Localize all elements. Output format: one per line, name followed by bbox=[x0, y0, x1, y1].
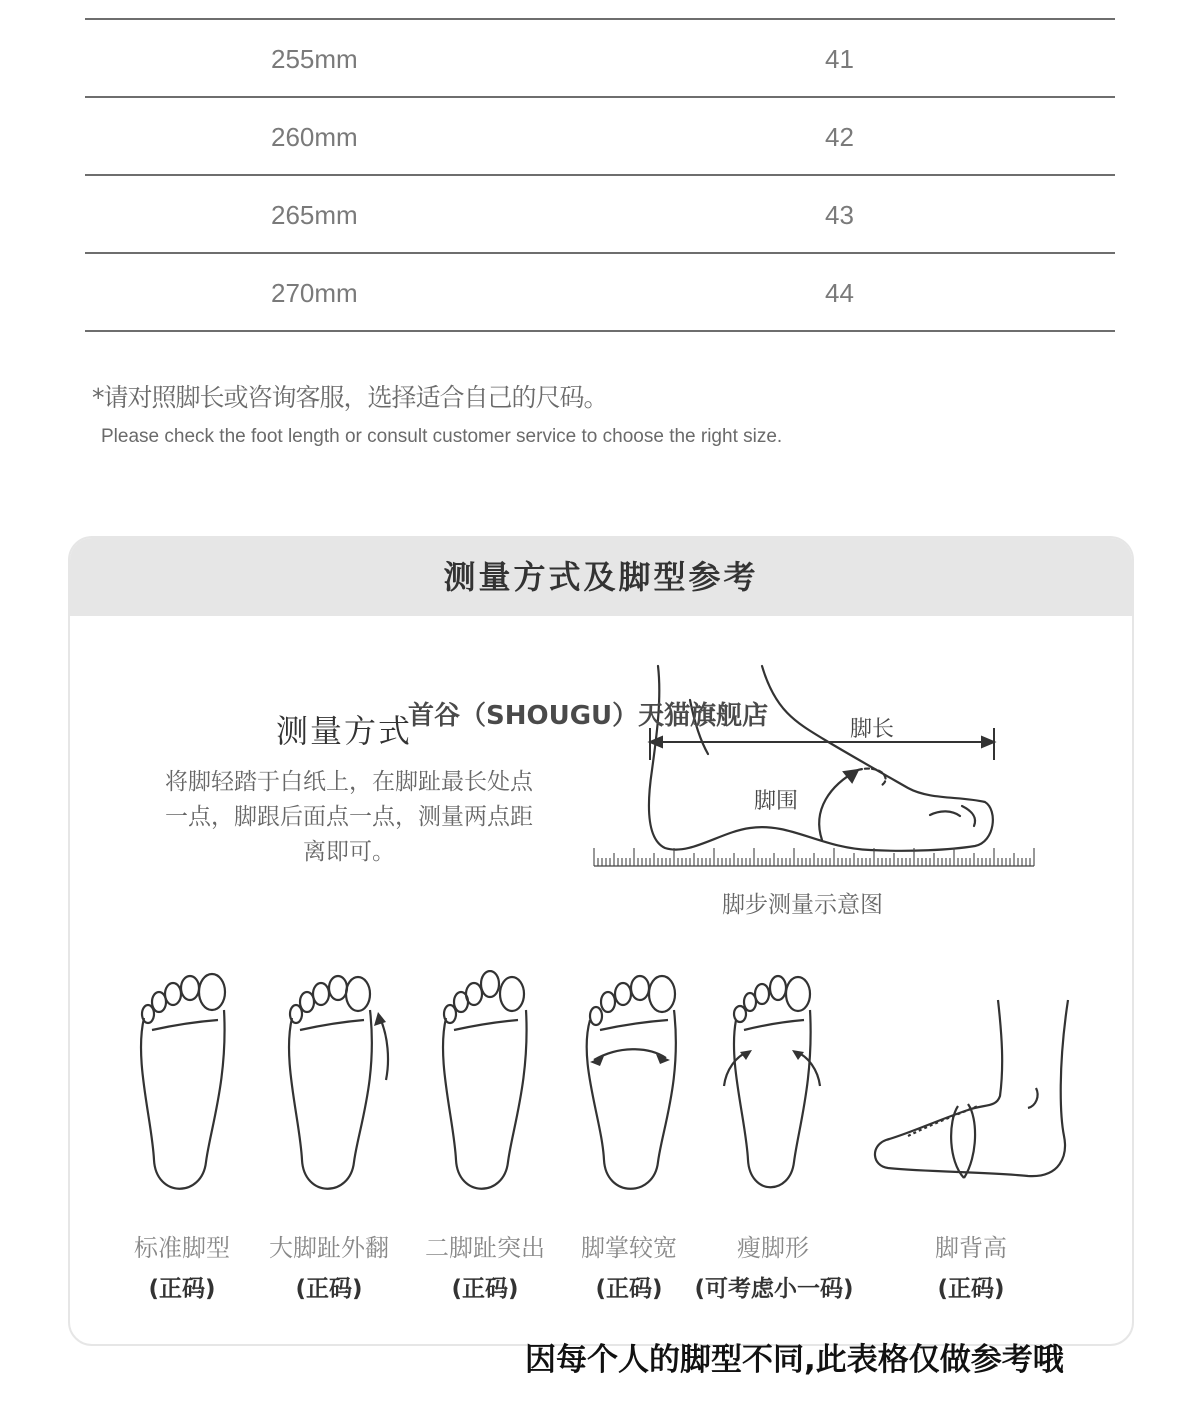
foot-girth-label: 脚围 bbox=[754, 789, 799, 814]
foot-second-toe-icon bbox=[432, 970, 532, 1200]
method-title: 测量方式 bbox=[276, 712, 413, 750]
foot-type-size: (可考虑小一码) bbox=[694, 1276, 854, 1302]
table-row bbox=[85, 254, 1115, 332]
shoe-size-cell: 41 bbox=[825, 44, 854, 74]
foot-standard-icon bbox=[130, 970, 230, 1200]
panel-title: 测量方式及脚型参考 bbox=[443, 558, 759, 596]
store-watermark: 首谷（SHOUGU）天猫旗舰店 bbox=[408, 701, 769, 731]
foot-length-label: 脚长 bbox=[850, 717, 895, 742]
foot-length-cell: 260mm bbox=[271, 122, 358, 152]
table-row bbox=[85, 98, 1115, 176]
foot-wide-icon bbox=[578, 970, 688, 1200]
foot-type-name: 脚背高 bbox=[935, 1234, 1007, 1262]
table-row bbox=[85, 20, 1115, 98]
foot-bunion-icon bbox=[278, 970, 398, 1200]
table-row bbox=[85, 176, 1115, 254]
foot-type-name: 瘦脚形 bbox=[737, 1234, 809, 1262]
foot-type-size: (正码) bbox=[451, 1276, 519, 1302]
diagram-caption: 脚步测量示意图 bbox=[722, 892, 883, 918]
foot-length-cell: 270mm bbox=[271, 278, 358, 308]
foot-length-cell: 255mm bbox=[271, 44, 358, 74]
foot-type-size: (正码) bbox=[148, 1276, 216, 1302]
foot-type-name: 标准脚型 bbox=[134, 1234, 230, 1262]
shoe-size-cell: 44 bbox=[825, 278, 854, 308]
method-description: 将脚轻踏于白纸上，在脚趾最长处点一点，脚跟后面点一点，测量两点距离即可。 bbox=[165, 769, 533, 865]
foot-type-name: 大脚趾外翻 bbox=[269, 1234, 389, 1262]
foot-high-instep-icon bbox=[868, 996, 1078, 1186]
shoe-size-cell: 42 bbox=[825, 122, 854, 152]
foot-length-cell: 265mm bbox=[271, 200, 358, 230]
foot-measurement-diagram bbox=[590, 660, 1040, 880]
shoe-size-cell: 43 bbox=[825, 200, 854, 230]
foot-slim-icon bbox=[718, 970, 828, 1200]
foot-type-size: (正码) bbox=[295, 1276, 363, 1302]
foot-type-name: 脚掌较宽 bbox=[581, 1234, 677, 1262]
foot-type-size: (正码) bbox=[595, 1276, 663, 1302]
foot-type-name: 二脚趾突出 bbox=[425, 1234, 545, 1262]
size-table bbox=[85, 20, 1115, 332]
disclaimer-text: 因每个人的脚型不同,此表格仅做参考哦 bbox=[525, 1342, 1064, 1378]
foot-type-size: (正码) bbox=[937, 1276, 1005, 1302]
size-note-cn: *请对照脚长或咨询客服，选择适合自己的尺码。 bbox=[92, 383, 608, 412]
measurement-panel bbox=[68, 536, 1134, 1346]
size-note-en: Please check the foot length or consult customer service to choose the right size. bbox=[101, 426, 783, 447]
